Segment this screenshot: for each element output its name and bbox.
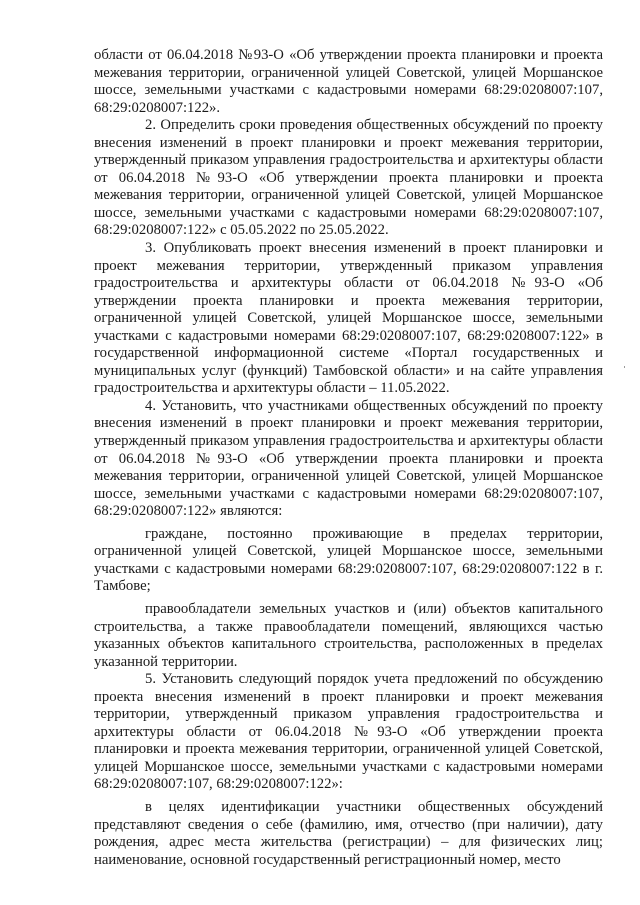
paragraph-item-4-participants: 4. Установить, что участниками общественных обсуждений по проекту внесения изменений в проект планировки и проект межевания территории, утвержденный приказом управления градостроительства и архитектуры области от 06.04.2018 №93-О «Об утверждении проекта планировки и проекта межевания территории, ограниченной улицей Советской, улицей Моршанское шоссе, земельными участками с кадастровыми номерами 68:29:0208007:107, 68:29:0208007:122» являются:: [94, 397, 603, 520]
paragraph-item-5-proposals-procedure: 5. Установить следующий порядок учета предложений по обсуждению проекта внесения изменений в проект планировки и проект межевания территории, утвержденный приказом управления градостроительства и архитектуры области от 06.04.2018 №93-О «Об утверждении проекта планировки и проекта межевания территории, ограниченной улицей Советской, улицей Моршанское шоссе, земельными участками с кадастровыми номерами 68:29:0208007:107, 68:29:0208007:122»:: [94, 671, 603, 793]
paragraph-order-reference-continuation: области от 06.04.2018 №93-О «Об утверждении проекта планировки и проекта межевания территории, ограниченной улицей Советской, улицей Моршанское шоссе, земельными участками с кадастровыми номерами 68:29:0208007:107, 68:29:0208007:122».: [94, 47, 603, 116]
paragraph-identification-requirements: в целях идентификации участники общественных обсуждений представляют сведения о себе (фамилию, имя, отчество (при наличии), дату рождения, адрес места жительства (регистрации) – для физических лиц; наименование, основной государственный регистрационный номер, место: [94, 798, 603, 868]
paragraph-participants-rightholders: правообладатели земельных участков и (или) объектов капитального строительства, а также правообладатели помещений, являющихся частью указанных объектов капитального строительства, расположенных в пределах указанной территории.: [94, 600, 603, 670]
paragraph-item-3-publication: 3. Опубликовать проект внесения изменений в проект планировки и проект межевания территории, утвержденный приказом управления градостроительства и архитектуры области от 06.04.2018 №93-О «Об утверждении проекта планировки и проекта межевания территории, ограниченной улицей Советской, улицей Моршанское шоссе, земельными участками с кадастровыми номерами 68:29:0208007:107, 68:29:0208007:122» в государственной информационной системе «Портал государственных и муниципальных услуг (функций) Тамбовской области» и на сайте управления градостроительства и архитектуры области – 11.05.2022.: [94, 240, 603, 397]
paragraph-participants-citizens: граждане, постоянно проживающие в пределах территории, ограниченной улицей Советской, улицей Моршанское шоссе, земельными участками с кадастровыми номерами 68:29:0208007:107, 68:29:0208007:122 в г. Тамбове;: [94, 525, 603, 595]
paragraph-item-2-discussion-dates: 2. Определить сроки проведения общественных обсуждений по проекту внесения изменений в проект планировки и проект межевания территории, утвержденный приказом управления градостроительства и архитектуры области от 06.04.2018 №93-О «Об утверждении проекта планировки и проекта межевания территории, ограниченной улицей Советской, улицей Моршанское шоссе, земельными участками с кадастровыми номерами 68:29:0208007:107, 68:29:0208007:122» с 05.05.2022 по 25.05.2022.: [94, 117, 603, 239]
document-body: [94, 47, 603, 869]
scan-speck: [624, 366, 625, 368]
